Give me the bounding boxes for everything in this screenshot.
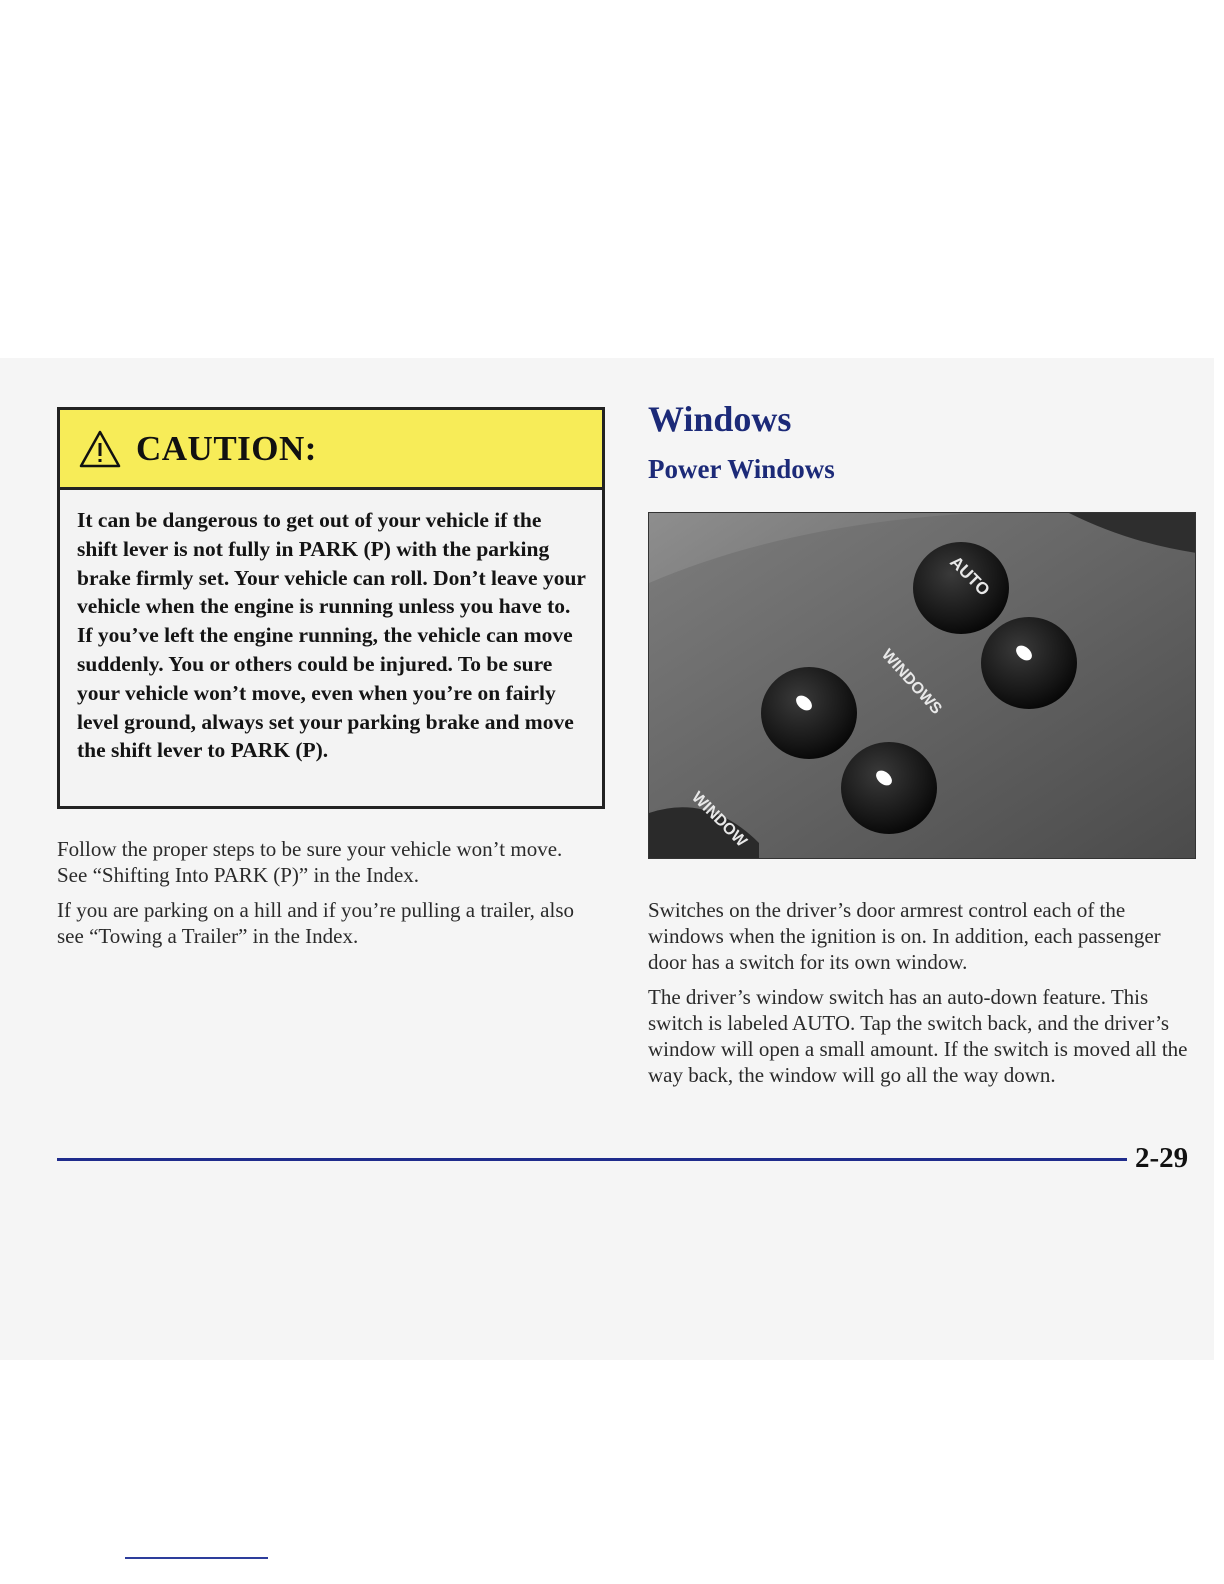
auto-label: AUTO: [946, 552, 994, 600]
caution-header: [60, 410, 602, 490]
page-number: 2-29: [1135, 1142, 1189, 1174]
switch-button-right: [981, 617, 1077, 709]
caution-title: CAUTION:: [136, 428, 317, 468]
left-paragraph-1: Follow the proper steps to be sure your vehicle won’t move. See “Shifting Into PARK (P)” in the Index.: [57, 837, 563, 887]
section-title: Windows: [648, 399, 792, 439]
section-subtitle: Power Windows: [648, 454, 835, 484]
caution-text: It can be dangerous to get out of your vehicle if the shift lever is not fully in PARK (P) with the parking brake firmly set. Your vehicle can roll. Don’t leave your vehicle when the engine is running unless you have to. If you’ve left the engine running, the vehicle can move suddenly. You or others could be injured. To be sure your vehicle won’t move, even when you’re on fairly level ground, always set your parking brake and move the shift lever to PARK (P).: [77, 508, 586, 763]
switch-button-left: [761, 667, 857, 759]
warning-triangle-icon: [78, 429, 122, 469]
switch-button-bottom: [841, 742, 937, 834]
bottom-rule: [125, 1557, 268, 1559]
caution-box: [57, 407, 605, 809]
power-window-switch-photo: [648, 512, 1196, 859]
left-paragraph-2: If you are parking on a hill and if you’re pulling a trailer, also see “Towing a Trailer” in the Index.: [57, 898, 574, 948]
right-paragraph-1: Switches on the driver’s door armrest control each of the windows when the ignition is on. In addition, each passenger door has a switch for its own window.: [648, 898, 1161, 974]
auto-switch-button: [913, 542, 1009, 634]
left-body-text: [57, 836, 597, 958]
right-body-text: [648, 897, 1200, 1097]
footer-rule: [57, 1158, 1127, 1161]
windows-label: WINDOWS: [878, 646, 945, 718]
window-label: WINDOW: [688, 788, 750, 851]
right-paragraph-2: The driver’s window switch has an auto-down feature. This switch is labeled AUTO. Tap the switch back, and the driver’s window will open a small amount. If the switch is moved all the way back, the window will go all the way down.: [648, 985, 1188, 1087]
